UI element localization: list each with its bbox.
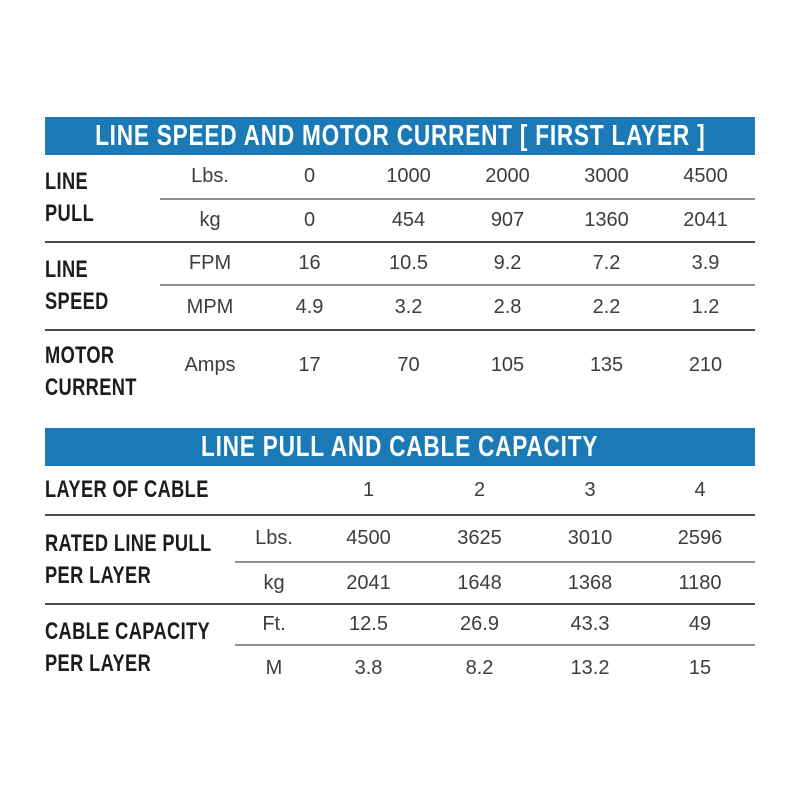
cell-value: 16 (260, 242, 359, 285)
cell-value: 7.2 (557, 242, 656, 285)
cell-value: 454 (359, 199, 458, 242)
cell-value: 17 (260, 330, 359, 400)
table-row (45, 604, 755, 645)
cell-value: 43.3 (535, 604, 645, 645)
row-group-label-text (45, 254, 109, 318)
cell-value: 3.9 (656, 242, 755, 285)
cell-value: 135 (557, 330, 656, 400)
label-line: MOTOR (45, 341, 115, 369)
label-line: PULL (45, 200, 95, 227)
cell-value: 1648 (424, 562, 535, 604)
cell-value: 1360 (557, 199, 656, 242)
cell-value: 907 (458, 199, 557, 242)
row-group-label-text (45, 166, 94, 230)
cell-unit: kg (160, 199, 260, 242)
row-group-label-motor-current (45, 330, 160, 400)
row-group-label-text (45, 528, 211, 592)
cell-value: 210 (656, 330, 755, 400)
row-label-layer-of-cable (45, 466, 313, 515)
cell-unit: Lbs. (191, 165, 229, 187)
table2-title: LINE PULL AND CABLE CAPACITY (201, 430, 599, 463)
row-group-label-text: LAYER OF CABLE (45, 476, 209, 503)
cell-value: 3.8 (313, 645, 424, 691)
cell-value: 4500 (313, 515, 424, 562)
table-row (45, 242, 755, 285)
cell-value: 15 (645, 645, 755, 691)
cell-value: 8.2 (424, 645, 535, 691)
cell-value: 3625 (424, 515, 535, 562)
cell-value: 1180 (645, 562, 755, 604)
cell-unit: Amps (160, 330, 260, 400)
row-group-label-line-speed (45, 242, 160, 330)
label-line: PER LAYER (45, 561, 152, 589)
cell-value: 3000 (584, 165, 629, 187)
cell-value: 10.5 (359, 242, 458, 285)
cell-value: 9.2 (458, 242, 557, 285)
row-group-label-rated-line-pull (45, 515, 235, 604)
cell-unit: Lbs. (235, 515, 313, 562)
row-group-label-text (45, 340, 137, 404)
cell-unit: kg (235, 562, 313, 604)
cell-value: 12.5 (313, 604, 424, 645)
table-row (45, 515, 755, 562)
cell-unit: Ft. (235, 604, 313, 645)
cell-value: 4500 (683, 165, 728, 187)
cell-unit: MPM (160, 285, 260, 330)
label-line: SPEED (45, 288, 109, 315)
cell-value: 3010 (535, 515, 645, 562)
cell-value: 3 (584, 478, 596, 501)
cell-value: 2000 (485, 165, 530, 187)
line-pull-cable-capacity-table (45, 466, 755, 691)
cell-value: 26.9 (424, 604, 535, 645)
cell-value: 1.2 (656, 285, 755, 330)
table-row (45, 155, 755, 199)
table2-banner (45, 428, 755, 466)
cell-value: 105 (458, 330, 557, 400)
cell-value: 49 (645, 604, 755, 645)
table-row (45, 466, 755, 515)
cell-value: 2041 (313, 562, 424, 604)
label-line: RATED LINE PULL (45, 529, 212, 557)
label-line: CABLE CAPACITY (45, 618, 211, 645)
row-group-label-text (45, 616, 210, 680)
table1-title: LINE SPEED AND MOTOR CURRENT [ FIRST LAYER ] (94, 119, 706, 152)
cell-value: 1000 (386, 165, 431, 187)
cell-value: 0 (260, 199, 359, 242)
cell-value: 70 (359, 330, 458, 400)
cell-value: 2.2 (557, 285, 656, 330)
cell-value: 13.2 (535, 645, 645, 691)
label-line: PER LAYER (45, 650, 152, 677)
cell-unit: M (235, 645, 313, 691)
cell-unit: FPM (160, 242, 260, 285)
cell-value: 1368 (535, 562, 645, 604)
table-row (45, 330, 755, 400)
row-group-label-cable-capacity (45, 604, 235, 691)
cell-value: 2596 (645, 515, 755, 562)
line-speed-motor-current-table (45, 155, 755, 400)
cell-value: 2 (473, 478, 486, 501)
cell-value: 1 (362, 478, 375, 501)
label-line: CURRENT (45, 373, 137, 401)
cell-value: 4 (694, 478, 706, 501)
cell-value: 4.9 (260, 285, 359, 330)
row-group-label-line-pull (45, 155, 160, 242)
cell-value: 0 (303, 165, 316, 187)
label-line: LINE (45, 256, 89, 283)
label-line: LINE (45, 168, 89, 195)
cell-value: 2041 (656, 199, 755, 242)
cell-value: 3.2 (359, 285, 458, 330)
table1-banner (45, 117, 755, 155)
cell-value: 2.8 (458, 285, 557, 330)
